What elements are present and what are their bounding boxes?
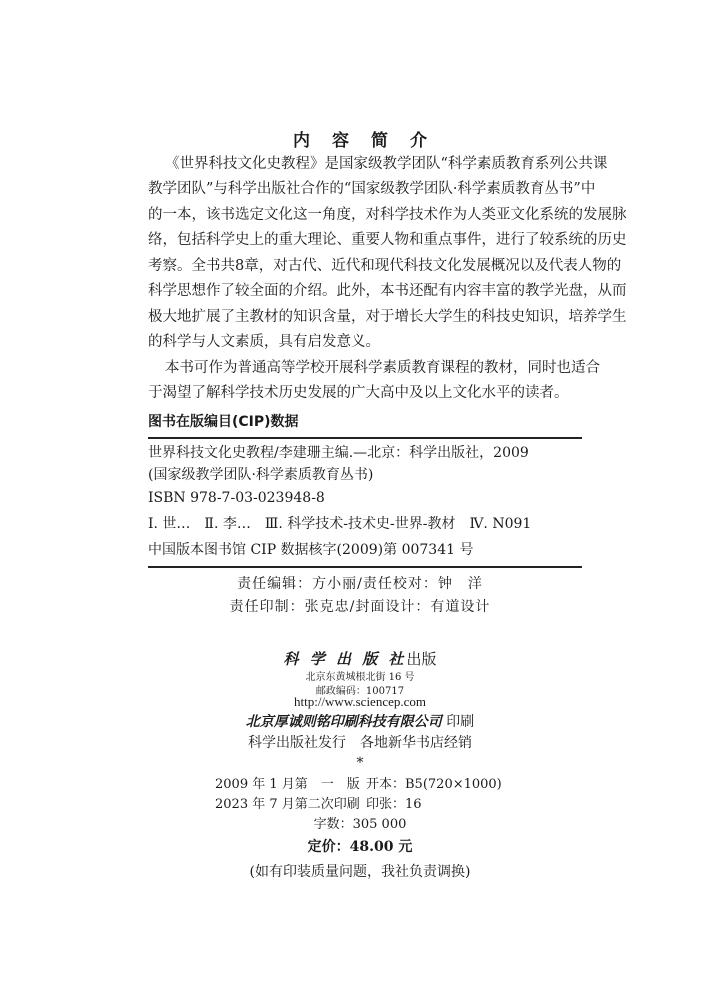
summary-line: 的科学与人文素质，具有启发意义。 bbox=[148, 334, 380, 350]
summary-line: 于渴望了解科学技术历史发展的广大高中及以上文化水平的读者。 bbox=[148, 385, 569, 401]
publisher-url: http://www.sciencep.com bbox=[293, 694, 426, 709]
printer-name: 北京厚诚则铭印刷科技有限公司 bbox=[245, 714, 442, 730]
summary-line: 考察。全书共8章，对古代、近代和现代科技文化发展概况以及代表人物的 bbox=[148, 257, 622, 274]
publisher-logo-text: 科 学 出 版 社 bbox=[283, 650, 407, 668]
separator-star: * bbox=[356, 755, 364, 771]
divider bbox=[148, 566, 582, 568]
printing: 2023 年 7 月第二次印刷 bbox=[215, 797, 360, 812]
cip-line: 中国版本图书馆 CIP 数据核字(2009)第 007341 号 bbox=[148, 542, 474, 558]
first-edition: 2009 年 1 月第 一 版 bbox=[215, 777, 360, 792]
printer-suffix: 印刷 bbox=[446, 714, 475, 730]
word-count: 字数：305 000 bbox=[313, 817, 407, 832]
summary-line: 教学团队”与科学出版社合作的“国家级教学团队·科学素质教育丛书”中 bbox=[148, 181, 596, 197]
page-title: 内容简介 bbox=[293, 131, 449, 151]
sheets: 印张：16 bbox=[366, 797, 422, 812]
summary-line: 的一本，该书选定文化这一角度，对科学技术作为人类亚文化系统的发展脉 bbox=[148, 206, 627, 223]
cip-line: Ⅰ. 世… Ⅱ. 李… Ⅲ. 科学技术-技术史-世界-教材 Ⅳ. N091 bbox=[148, 516, 532, 532]
credit-line: 责任印制：张克忠/封面设计：有道设计 bbox=[229, 599, 491, 615]
publisher-suffix: 出版 bbox=[406, 650, 437, 668]
cip-line: (国家级教学团队·科学素质教育丛书) bbox=[148, 467, 374, 483]
summary-line: 《世界科技文化史教程》是国家级教学团队“科学素质教育系列公共课 bbox=[165, 156, 608, 172]
cip-line: ISBN 978-7-03-023948-8 bbox=[148, 490, 325, 506]
divider bbox=[148, 437, 582, 439]
cip-heading: 图书在版编目(CIP)数据 bbox=[148, 414, 299, 430]
quality-note: (如有印装质量问题，我社负责调换) bbox=[249, 864, 471, 880]
summary-line: 络，包括科学史上的重大理论、重要人物和重点事件，进行了较系统的历史 bbox=[148, 232, 627, 248]
summary-line: 科学思想作了较全面的介绍。此外，本书还配有内容丰富的教学光盘，从而 bbox=[148, 283, 627, 299]
distribution: 科学出版社发行 各地新华书店经销 bbox=[248, 735, 472, 751]
publisher-address: 北京东黄城根北街 16 号 bbox=[305, 672, 415, 683]
publisher-line bbox=[0, 648, 720, 669]
publisher-postcode: 邮政编码：100717 bbox=[315, 686, 405, 697]
summary-line: 极大地扩展了主教材的知识含量，对于增长大学生的科技史知识，培养学生 bbox=[148, 308, 627, 325]
credit-line: 责任编辑：方小丽/责任校对：钟 洋 bbox=[237, 576, 483, 592]
summary-line: 本书可作为普通高等学校开展科学素质教育课程的教材，同时也适合 bbox=[165, 359, 600, 376]
price: 定价：48.00 元 bbox=[307, 839, 413, 855]
book-format: 开本：B5(720×1000) bbox=[366, 777, 502, 792]
cip-line: 世界科技文化史教程/李建珊主编.—北京：科学出版社，2009 bbox=[148, 445, 529, 461]
printer-line bbox=[0, 711, 720, 731]
